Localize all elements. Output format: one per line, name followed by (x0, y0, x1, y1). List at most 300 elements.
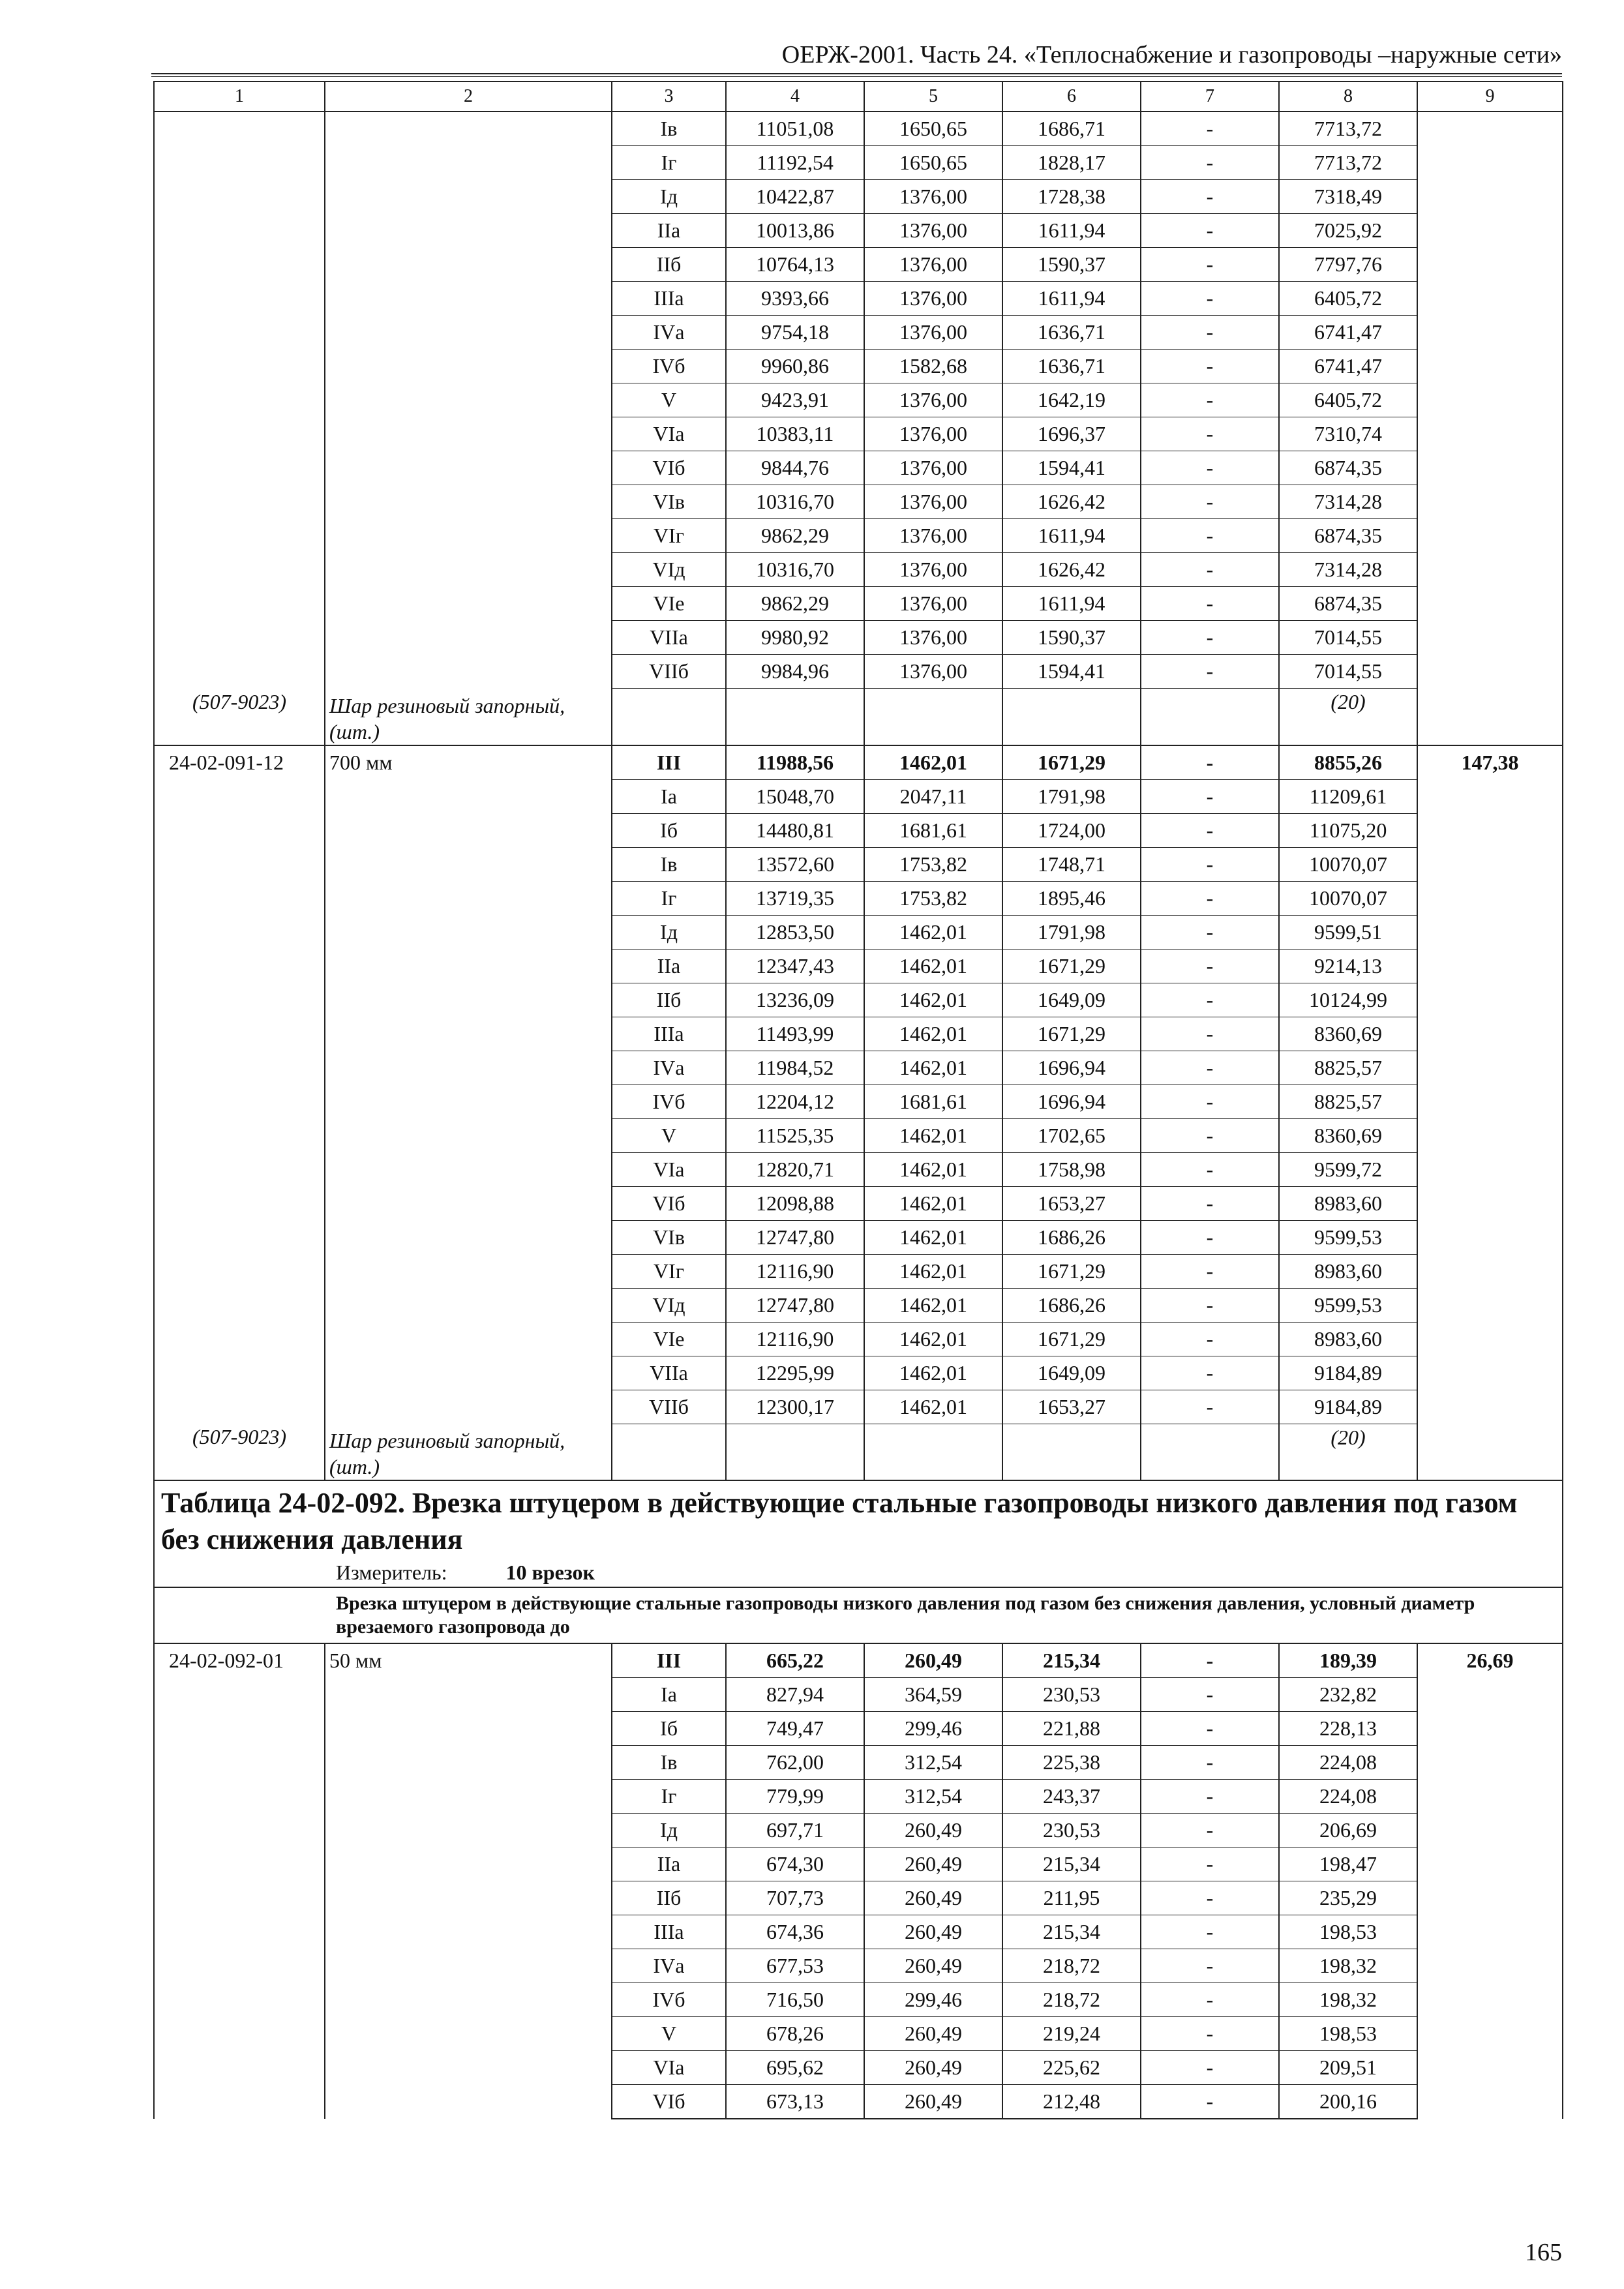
cell-wages: 1376,00 (864, 316, 1002, 350)
cell-total-cost: 749,47 (726, 1712, 864, 1746)
cell-total-cost: 9980,92 (726, 621, 864, 655)
cell-machines: 1611,94 (1002, 282, 1141, 316)
cell-driver-wages: - (1141, 1949, 1279, 1983)
note-code: (507-9023) (154, 1424, 325, 1480)
cell-driver-wages: - (1141, 1643, 1279, 1678)
cell-machines: 1671,29 (1002, 949, 1141, 983)
cell-machines: 1653,27 (1002, 1186, 1141, 1220)
cell-driver-wages: - (1141, 1186, 1279, 1220)
cell-region-code: VIб (612, 2085, 726, 2119)
cell-wages: 260,49 (864, 1915, 1002, 1949)
cell-machines: 1696,94 (1002, 1085, 1141, 1118)
cell-machines: 230,53 (1002, 1814, 1141, 1848)
cell-wages: 1753,82 (864, 847, 1002, 881)
cell-total-cost: 11192,54 (726, 146, 864, 180)
cell-region-code: VIб (612, 451, 726, 485)
cell-materials: 7014,55 (1279, 621, 1417, 655)
cell-machines: 1649,09 (1002, 1356, 1141, 1390)
cell-machines: 1702,65 (1002, 1118, 1141, 1152)
cell-wages: 1376,00 (864, 180, 1002, 214)
cell-driver-wages: - (1141, 1712, 1279, 1746)
cell-total-cost: 9754,18 (726, 316, 864, 350)
cell-region-code: Iд (612, 180, 726, 214)
labor-cost: 147,38 (1417, 745, 1563, 1481)
cell-driver-wages: - (1141, 587, 1279, 621)
cell-region-code: Iд (612, 1814, 726, 1848)
cell-total-cost: 12116,90 (726, 1254, 864, 1288)
cell-total-cost: 9984,96 (726, 655, 864, 689)
cell-driver-wages: - (1141, 915, 1279, 949)
empty-cell (1141, 1424, 1279, 1480)
cell-driver-wages: - (1141, 1288, 1279, 1322)
cell-driver-wages: - (1141, 1390, 1279, 1424)
empty-cell (726, 1424, 864, 1480)
cell-materials: 189,39 (1279, 1643, 1417, 1678)
cell-materials: 209,51 (1279, 2051, 1417, 2085)
cell-wages: 1462,01 (864, 1356, 1002, 1390)
cell-materials: 7314,28 (1279, 553, 1417, 587)
cell-wages: 1376,00 (864, 519, 1002, 553)
cell-materials: 6874,35 (1279, 451, 1417, 485)
rate-code: 24-02-092-01 (154, 1643, 325, 2119)
cell-region-code: IVб (612, 1085, 726, 1118)
cell-materials: 198,53 (1279, 2017, 1417, 2051)
cell-wages: 260,49 (864, 1848, 1002, 1881)
cell-wages: 1462,01 (864, 1288, 1002, 1322)
column-number: 2 (325, 82, 612, 112)
cell-total-cost: 10316,70 (726, 553, 864, 587)
cell-wages: 260,49 (864, 1881, 1002, 1915)
header-rule (151, 73, 1562, 77)
cell-total-cost: 12295,99 (726, 1356, 864, 1390)
cell-total-cost: 9844,76 (726, 451, 864, 485)
cell-machines: 1728,38 (1002, 180, 1141, 214)
rate-code (154, 112, 325, 689)
cell-wages: 260,49 (864, 1949, 1002, 1983)
cell-region-code: VIб (612, 1186, 726, 1220)
cell-total-cost: 677,53 (726, 1949, 864, 1983)
cell-machines: 1590,37 (1002, 621, 1141, 655)
cell-driver-wages: - (1141, 1051, 1279, 1085)
cell-region-code: VIа (612, 417, 726, 451)
cell-driver-wages: - (1141, 417, 1279, 451)
cell-region-code: VIа (612, 1152, 726, 1186)
cell-total-cost: 9862,29 (726, 519, 864, 553)
cell-driver-wages: - (1141, 1254, 1279, 1288)
cell-driver-wages: - (1141, 1848, 1279, 1881)
cell-materials: 10124,99 (1279, 983, 1417, 1017)
cell-machines: 1696,37 (1002, 417, 1141, 451)
cell-machines: 1594,41 (1002, 655, 1141, 689)
cell-materials: 8983,60 (1279, 1186, 1417, 1220)
cell-region-code: V (612, 383, 726, 417)
cell-region-code: Iв (612, 847, 726, 881)
cell-wages: 364,59 (864, 1678, 1002, 1712)
cell-machines: 1671,29 (1002, 1017, 1141, 1051)
empty-cell (864, 689, 1002, 745)
cell-region-code: VIд (612, 1288, 726, 1322)
cell-wages: 1650,65 (864, 112, 1002, 146)
table-row (154, 112, 1563, 146)
cell-wages: 1376,00 (864, 248, 1002, 282)
cell-machines: 1653,27 (1002, 1390, 1141, 1424)
cell-materials: 198,32 (1279, 1983, 1417, 2017)
cell-wages: 1462,01 (864, 1152, 1002, 1186)
rate-size: 50 мм (325, 1643, 612, 2119)
cell-total-cost: 673,13 (726, 2085, 864, 2119)
cell-wages: 1462,01 (864, 1186, 1002, 1220)
cell-wages: 1376,00 (864, 282, 1002, 316)
cell-region-code: IVа (612, 316, 726, 350)
table-title: Таблица 24-02-092. Врезка штуцером в действующие стальные газопроводы низкого давления под газом без снижения давления (161, 1487, 1518, 1555)
cell-machines: 1671,29 (1002, 1254, 1141, 1288)
cell-materials: 6741,47 (1279, 316, 1417, 350)
empty-cell (864, 1424, 1002, 1480)
column-number: 1 (154, 82, 325, 112)
table-body (154, 82, 1563, 2119)
cell-total-cost: 9960,86 (726, 350, 864, 383)
cell-wages: 1462,01 (864, 949, 1002, 983)
cell-wages: 1462,01 (864, 1390, 1002, 1424)
cell-machines: 1895,46 (1002, 881, 1141, 915)
cell-wages: 1376,00 (864, 621, 1002, 655)
cell-total-cost: 9862,29 (726, 587, 864, 621)
cell-materials: 7314,28 (1279, 485, 1417, 519)
cell-machines: 1828,17 (1002, 146, 1141, 180)
cell-machines: 1758,98 (1002, 1152, 1141, 1186)
table-title-row (154, 1480, 1563, 1587)
cell-region-code: Iб (612, 813, 726, 847)
cell-machines: 212,48 (1002, 2085, 1141, 2119)
cell-materials: 9599,72 (1279, 1152, 1417, 1186)
cell-materials: 9599,53 (1279, 1220, 1417, 1254)
note-value: (20) (1279, 689, 1417, 745)
cell-wages: 1462,01 (864, 1322, 1002, 1356)
cell-region-code: V (612, 1118, 726, 1152)
cell-total-cost: 665,22 (726, 1643, 864, 1678)
cell-wages: 1376,00 (864, 214, 1002, 248)
cell-machines: 1626,42 (1002, 485, 1141, 519)
cell-materials: 9184,89 (1279, 1390, 1417, 1424)
cell-materials: 235,29 (1279, 1881, 1417, 1915)
cell-total-cost: 12347,43 (726, 949, 864, 983)
cell-region-code: IIа (612, 214, 726, 248)
cell-machines: 1686,26 (1002, 1288, 1141, 1322)
rates-table (153, 81, 1563, 2119)
cell-driver-wages: - (1141, 621, 1279, 655)
cell-region-code: Iг (612, 146, 726, 180)
cell-total-cost: 779,99 (726, 1780, 864, 1814)
cell-total-cost: 11493,99 (726, 1017, 864, 1051)
cell-region-code: VIд (612, 553, 726, 587)
cell-region-code: IIа (612, 949, 726, 983)
cell-machines: 225,38 (1002, 1746, 1141, 1780)
cell-machines: 230,53 (1002, 1678, 1141, 1712)
cell-total-cost: 12747,80 (726, 1288, 864, 1322)
cell-machines: 1611,94 (1002, 519, 1141, 553)
cell-wages: 1376,00 (864, 417, 1002, 451)
cell-total-cost: 12098,88 (726, 1186, 864, 1220)
cell-region-code: Iа (612, 1678, 726, 1712)
cell-driver-wages: - (1141, 1678, 1279, 1712)
cell-region-code: IVа (612, 1949, 726, 1983)
cell-region-code: VIа (612, 2051, 726, 2085)
description-row (154, 1587, 1563, 1643)
cell-materials: 7797,76 (1279, 248, 1417, 282)
cell-materials: 198,32 (1279, 1949, 1417, 1983)
cell-total-cost: 762,00 (726, 1746, 864, 1780)
cell-machines: 1611,94 (1002, 214, 1141, 248)
cell-materials: 228,13 (1279, 1712, 1417, 1746)
cell-machines: 215,34 (1002, 1915, 1141, 1949)
cell-driver-wages: - (1141, 1152, 1279, 1186)
cell-machines: 1671,29 (1002, 1322, 1141, 1356)
empty-cell (1002, 1424, 1141, 1480)
note-value: (20) (1279, 1424, 1417, 1480)
table-row (154, 745, 1563, 780)
cell-region-code: V (612, 2017, 726, 2051)
cell-driver-wages: - (1141, 2085, 1279, 2119)
cell-driver-wages: - (1141, 847, 1279, 881)
cell-region-code: IIIа (612, 1017, 726, 1051)
rate-size: 700 мм (325, 745, 612, 1424)
cell-wages: 1376,00 (864, 553, 1002, 587)
cell-machines: 1696,94 (1002, 1051, 1141, 1085)
cell-driver-wages: - (1141, 553, 1279, 587)
labor-cost: 26,69 (1417, 1643, 1563, 2119)
cell-region-code: VIв (612, 1220, 726, 1254)
table-row (154, 1643, 1563, 1678)
cell-driver-wages: - (1141, 180, 1279, 214)
labor-cost (1417, 112, 1563, 745)
cell-total-cost: 9393,66 (726, 282, 864, 316)
cell-total-cost: 697,71 (726, 1814, 864, 1848)
cell-machines: 219,24 (1002, 2017, 1141, 2051)
cell-materials: 224,08 (1279, 1780, 1417, 1814)
cell-driver-wages: - (1141, 1915, 1279, 1949)
cell-total-cost: 674,36 (726, 1915, 864, 1949)
cell-driver-wages: - (1141, 2051, 1279, 2085)
cell-region-code: Iа (612, 779, 726, 813)
cell-wages: 299,46 (864, 1712, 1002, 1746)
cell-driver-wages: - (1141, 655, 1279, 689)
cell-materials: 200,16 (1279, 2085, 1417, 2119)
cell-wages: 1376,00 (864, 451, 1002, 485)
cell-total-cost: 12820,71 (726, 1152, 864, 1186)
cell-region-code: VIг (612, 1254, 726, 1288)
cell-materials: 7025,92 (1279, 214, 1417, 248)
empty-cell (1141, 689, 1279, 745)
cell-materials: 206,69 (1279, 1814, 1417, 1848)
cell-total-cost: 10422,87 (726, 180, 864, 214)
column-number: 3 (612, 82, 726, 112)
cell-total-cost: 12300,17 (726, 1390, 864, 1424)
table-title-cell (154, 1480, 1563, 1587)
note-code: (507-9023) (154, 689, 325, 745)
cell-wages: 1462,01 (864, 745, 1002, 780)
cell-total-cost: 11988,56 (726, 745, 864, 780)
cell-driver-wages: - (1141, 949, 1279, 983)
empty-cell (1002, 689, 1141, 745)
cell-region-code: VIе (612, 1322, 726, 1356)
cell-wages: 260,49 (864, 1814, 1002, 1848)
cell-region-code: IIб (612, 1881, 726, 1915)
cell-machines: 1642,19 (1002, 383, 1141, 417)
cell-region-code: VIв (612, 485, 726, 519)
cell-driver-wages: - (1141, 248, 1279, 282)
empty-cell (612, 1424, 726, 1480)
cell-materials: 10070,07 (1279, 847, 1417, 881)
cell-machines: 1636,71 (1002, 350, 1141, 383)
cell-total-cost: 12116,90 (726, 1322, 864, 1356)
cell-total-cost: 10764,13 (726, 248, 864, 282)
cell-materials: 8983,60 (1279, 1322, 1417, 1356)
rate-size (325, 112, 612, 689)
cell-machines: 215,34 (1002, 1848, 1141, 1881)
cell-region-code: IVа (612, 1051, 726, 1085)
cell-materials: 9599,51 (1279, 915, 1417, 949)
cell-materials: 9599,53 (1279, 1288, 1417, 1322)
description-cell (154, 1587, 1563, 1643)
cell-wages: 260,49 (864, 2017, 1002, 2051)
cell-materials: 7310,74 (1279, 417, 1417, 451)
cell-materials: 7713,72 (1279, 146, 1417, 180)
cell-wages: 1462,01 (864, 1118, 1002, 1152)
cell-region-code: Iг (612, 1780, 726, 1814)
cell-machines: 1791,98 (1002, 779, 1141, 813)
cell-machines: 218,72 (1002, 1983, 1141, 2017)
cell-machines: 211,95 (1002, 1881, 1141, 1915)
cell-machines: 1626,42 (1002, 553, 1141, 587)
cell-total-cost: 716,50 (726, 1983, 864, 2017)
cell-materials: 224,08 (1279, 1746, 1417, 1780)
cell-region-code: IVб (612, 350, 726, 383)
cell-driver-wages: - (1141, 519, 1279, 553)
cell-total-cost: 15048,70 (726, 779, 864, 813)
cell-driver-wages: - (1141, 2017, 1279, 2051)
column-number-row (154, 82, 1563, 112)
cell-region-code: VIг (612, 519, 726, 553)
cell-machines: 1636,71 (1002, 316, 1141, 350)
cell-machines: 1724,00 (1002, 813, 1141, 847)
note-row (154, 689, 1563, 745)
cell-region-code: VIIа (612, 621, 726, 655)
column-number: 5 (864, 82, 1002, 112)
cell-driver-wages: - (1141, 282, 1279, 316)
empty-cell (726, 689, 864, 745)
cell-driver-wages: - (1141, 1322, 1279, 1356)
cell-wages: 260,49 (864, 1643, 1002, 1678)
cell-region-code: IIIа (612, 1915, 726, 1949)
cell-region-code: Iд (612, 915, 726, 949)
empty-cell (612, 689, 726, 745)
cell-driver-wages: - (1141, 1220, 1279, 1254)
cell-materials: 8855,26 (1279, 745, 1417, 780)
cell-total-cost: 13236,09 (726, 983, 864, 1017)
cell-total-cost: 13719,35 (726, 881, 864, 915)
cell-driver-wages: - (1141, 1983, 1279, 2017)
cell-materials: 7713,72 (1279, 112, 1417, 146)
cell-wages: 1462,01 (864, 1017, 1002, 1051)
cell-materials: 8825,57 (1279, 1051, 1417, 1085)
cell-wages: 1462,01 (864, 1051, 1002, 1085)
column-number: 7 (1141, 82, 1279, 112)
cell-materials: 232,82 (1279, 1678, 1417, 1712)
cell-materials: 8360,69 (1279, 1118, 1417, 1152)
cell-materials: 7014,55 (1279, 655, 1417, 689)
cell-materials: 6405,72 (1279, 383, 1417, 417)
cell-driver-wages: - (1141, 1780, 1279, 1814)
cell-machines: 1686,26 (1002, 1220, 1141, 1254)
cell-wages: 1582,68 (864, 350, 1002, 383)
cell-total-cost: 678,26 (726, 2017, 864, 2051)
cell-wages: 299,46 (864, 1983, 1002, 2017)
cell-region-code: VIIа (612, 1356, 726, 1390)
cell-machines: 221,88 (1002, 1712, 1141, 1746)
cell-machines: 1671,29 (1002, 745, 1141, 780)
cell-region-code: IIб (612, 983, 726, 1017)
rate-code: 24-02-091-12 (154, 745, 325, 1424)
cell-driver-wages: - (1141, 1814, 1279, 1848)
cell-total-cost: 10013,86 (726, 214, 864, 248)
cell-materials: 8360,69 (1279, 1017, 1417, 1051)
cell-driver-wages: - (1141, 146, 1279, 180)
cell-driver-wages: - (1141, 1356, 1279, 1390)
cell-driver-wages: - (1141, 316, 1279, 350)
cell-region-code: IIб (612, 248, 726, 282)
cell-region-code: VIе (612, 587, 726, 621)
cell-materials: 7318,49 (1279, 180, 1417, 214)
meter-label: Измеритель: (336, 1561, 447, 1584)
column-number: 6 (1002, 82, 1141, 112)
cell-total-cost: 674,30 (726, 1848, 864, 1881)
cell-region-code: Iг (612, 881, 726, 915)
cell-materials: 11075,20 (1279, 813, 1417, 847)
cell-machines: 225,62 (1002, 2051, 1141, 2085)
cell-total-cost: 13572,60 (726, 847, 864, 881)
cell-driver-wages: - (1141, 214, 1279, 248)
cell-total-cost: 10316,70 (726, 485, 864, 519)
cell-total-cost: 11525,35 (726, 1118, 864, 1152)
column-number: 8 (1279, 82, 1417, 112)
cell-driver-wages: - (1141, 745, 1279, 780)
cell-materials: 10070,07 (1279, 881, 1417, 915)
cell-total-cost: 12853,50 (726, 915, 864, 949)
cell-driver-wages: - (1141, 1881, 1279, 1915)
cell-wages: 1753,82 (864, 881, 1002, 915)
cell-wages: 312,54 (864, 1746, 1002, 1780)
cell-wages: 260,49 (864, 2051, 1002, 2085)
cell-region-code: IIIа (612, 282, 726, 316)
cell-wages: 1462,01 (864, 983, 1002, 1017)
cell-total-cost: 12204,12 (726, 1085, 864, 1118)
cell-region-code: VIIб (612, 1390, 726, 1424)
cell-driver-wages: - (1141, 779, 1279, 813)
cell-driver-wages: - (1141, 1118, 1279, 1152)
cell-total-cost: 827,94 (726, 1678, 864, 1712)
meter-line (336, 1558, 1556, 1587)
cell-driver-wages: - (1141, 1017, 1279, 1051)
cell-driver-wages: - (1141, 485, 1279, 519)
cell-materials: 6874,35 (1279, 587, 1417, 621)
cell-region-code: Iб (612, 1712, 726, 1746)
cell-machines: 215,34 (1002, 1643, 1141, 1678)
cell-total-cost: 10383,11 (726, 417, 864, 451)
table-description: Врезка штуцером в действующие стальные газопроводы низкого давления под газом без снижения давления, условный диаметр врезаемого газопровода до (336, 1593, 1475, 1638)
note-name: Шар резиновый запорный, (шт.) (325, 689, 612, 745)
cell-machines: 243,37 (1002, 1780, 1141, 1814)
cell-total-cost: 11051,08 (726, 112, 864, 146)
